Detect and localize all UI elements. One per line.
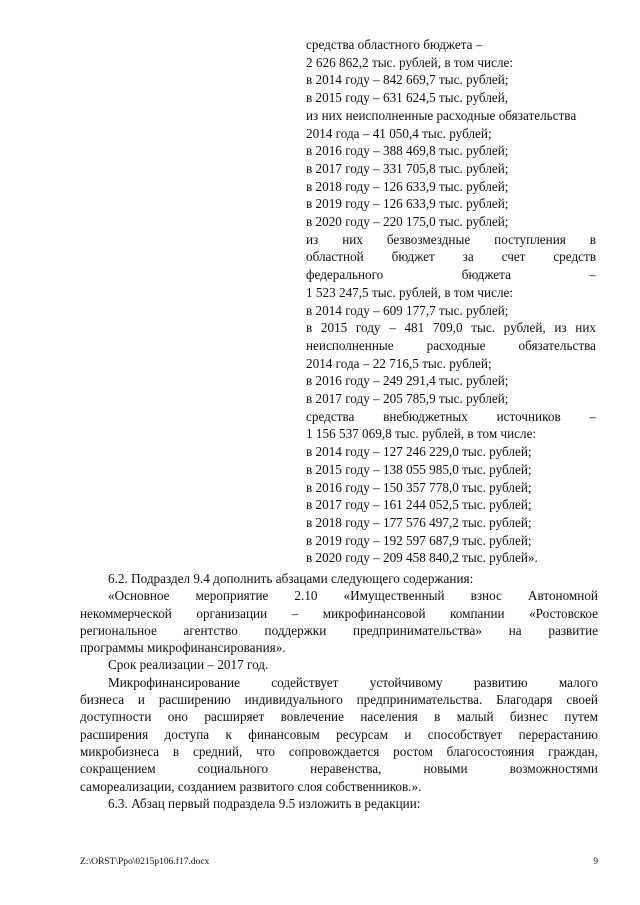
budget-line: в 2014 году – 842 669,7 тыс. рублей; xyxy=(306,72,509,88)
budget-line: 1 156 537 069,8 тыс. рублей, в том числе: xyxy=(306,426,537,442)
page-footer xyxy=(80,855,598,869)
budget-line: в 2014 году – 127 246 229,0 тыс. рублей; xyxy=(306,444,532,460)
budget-line: областной бюджет за счет средств xyxy=(306,249,596,265)
budget-line: из них безвозмездные поступления в xyxy=(306,231,596,247)
paragraph-line: доступности оно расширяет вовлечение населения в малый бизнес путем xyxy=(80,709,598,725)
budget-line: в 2016 году – 388 469,8 тыс. рублей; xyxy=(306,143,509,159)
budget-line: федерального бюджета – xyxy=(306,267,596,283)
paragraph-line: Срок реализации – 2017 год. xyxy=(108,657,269,673)
paragraph-line: бизнеса и расширению индивидуального предпринимательства. Благодаря своей xyxy=(80,692,598,708)
paragraph-line: самореализации, созданием развитого слоя собственников.». xyxy=(80,778,422,794)
budget-line: в 2017 году – 331 705,8 тыс. рублей; xyxy=(306,160,509,176)
budget-line: 1 523 247,5 тыс. рублей, в том числе: xyxy=(306,284,514,300)
budget-line: 2 626 862,2 тыс. рублей, в том числе: xyxy=(306,54,514,70)
budget-line: в 2015 году – 481 709,0 тыс. рублей, из них xyxy=(306,320,596,336)
budget-line: в 2018 году – 177 576 497,2 тыс. рублей; xyxy=(306,514,532,530)
paragraph-line: сокращением социального неравенства, новыми возможностями xyxy=(80,761,598,777)
paragraph-line: 6.3. Абзац первый подраздела 9.5 изложить в редакции: xyxy=(108,795,421,811)
budget-line: в 2014 году – 609 177,7 тыс. рублей; xyxy=(306,302,509,318)
budget-column xyxy=(306,36,596,567)
budget-line: в 2017 году – 161 244 052,5 тыс. рублей; xyxy=(306,497,532,513)
paragraph-line: некоммерческой организации – микрофинансовой компании «Ростовское xyxy=(80,605,598,621)
paragraph-line: «Основное мероприятие 2.10 «Имущественный взнос Автономной xyxy=(108,588,598,604)
paragraph-line: Микрофинансирование содействует устойчивому развитию малого xyxy=(108,674,598,690)
file-path: Z:\ORST\Ppo\0215p106.f17.docx xyxy=(80,857,210,867)
budget-line: в 2015 году – 631 624,5 тыс. рублей, xyxy=(306,90,509,106)
budget-line: средства областного бюджета – xyxy=(306,37,483,52)
budget-line: в 2016 году – 150 357 778,0 тыс. рублей; xyxy=(306,479,532,495)
budget-line: 2014 года – 41 050,4 тыс. рублей; xyxy=(306,125,492,141)
main-text xyxy=(80,570,598,812)
page-number: 9 xyxy=(593,857,598,867)
budget-line: средства внебюджетных источников – xyxy=(306,408,596,424)
budget-line: в 2020 году – 220 175,0 тыс. рублей; xyxy=(306,214,509,230)
budget-line: в 2016 году – 249 291,4 тыс. рублей; xyxy=(306,373,509,389)
budget-line: в 2019 году – 126 633,9 тыс. рублей; xyxy=(306,196,509,212)
paragraph-line: региональное агентство поддержки предпринимательства» на развитие xyxy=(80,622,598,638)
paragraph-line: 6.2. Подраздел 9.4 дополнить абзацами следующего содержания: xyxy=(108,571,474,586)
budget-line: в 2018 году – 126 633,9 тыс. рублей; xyxy=(306,178,509,194)
paragraph-line: микробизнеса в средний, что сопровождается ростом благосостояния граждан, xyxy=(80,743,598,759)
budget-line: в 2020 году – 209 458 840,2 тыс. рублей». xyxy=(306,550,538,566)
budget-line: в 2015 году – 138 055 985,0 тыс. рублей; xyxy=(306,461,532,477)
budget-line: неисполненные расходные обязательства xyxy=(306,337,596,353)
budget-line: в 2019 году – 192 597 687,9 тыс. рублей; xyxy=(306,532,532,548)
budget-line: в 2017 году – 205 785,9 тыс. рублей; xyxy=(306,391,509,407)
budget-line: из них неисполненные расходные обязательства xyxy=(306,107,577,123)
budget-line: 2014 года – 22 716,5 тыс. рублей; xyxy=(306,355,492,371)
paragraph-line: расширения доступа к финансовым ресурсам и способствует перерастанию xyxy=(80,726,598,742)
paragraph-line: программы микрофинансирования». xyxy=(80,640,286,656)
